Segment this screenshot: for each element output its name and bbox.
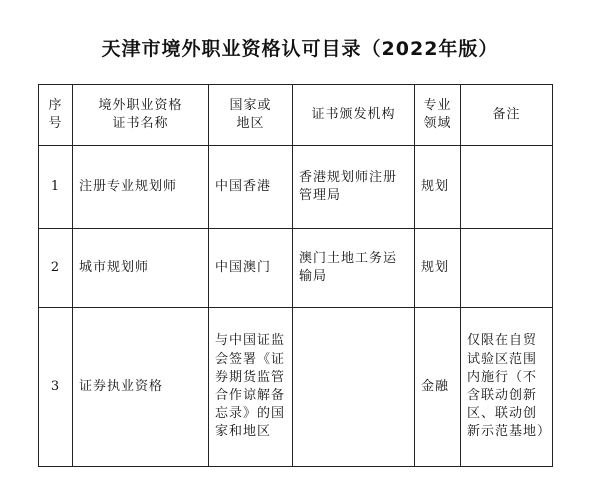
cell-no: 2 — [39, 229, 73, 308]
cell-region: 中国香港 — [209, 146, 293, 229]
page-title: 天津市境外职业资格认可目录（2022年版） — [101, 38, 499, 60]
cell-remarks — [461, 229, 553, 308]
cell-field: 金融 — [415, 308, 461, 467]
cell-issuer — [293, 308, 415, 467]
header-region — [209, 85, 293, 146]
header-remarks: 备注 — [461, 85, 553, 146]
cell-remarks — [461, 146, 553, 229]
catalog-table — [38, 84, 553, 467]
table-row — [39, 308, 553, 467]
cell-remarks: 仅限在自贸试验区范围内施行（不含联动创新区、联动创新示范基地） — [461, 308, 553, 467]
cell-certificate: 注册专业规划师 — [73, 146, 209, 229]
table-row — [39, 146, 553, 229]
cell-certificate: 证券执业资格 — [73, 308, 209, 467]
cell-region: 中国澳门 — [209, 229, 293, 308]
header-certificate-line-2: 证书名称 — [112, 116, 169, 131]
cell-no: 1 — [39, 146, 73, 229]
cell-no: 3 — [39, 308, 73, 467]
header-no-line-2: 号 — [48, 116, 63, 131]
header-field-line-1: 专业 — [423, 97, 452, 113]
header-no — [39, 85, 73, 146]
table-row — [39, 229, 553, 308]
cell-issuer: 澳门土地工务运输局 — [293, 229, 415, 308]
header-no-line-1: 序 — [48, 97, 63, 113]
header-region-line-1: 国家或 — [229, 97, 272, 113]
cell-region: 与中国证监会签署《证券期货监管合作谅解备忘录》的国家和地区 — [209, 308, 293, 467]
table-header-row — [39, 85, 553, 146]
header-certificate-line-1: 境外职业资格 — [98, 97, 183, 113]
header-field — [415, 85, 461, 146]
cell-field: 规划 — [415, 146, 461, 229]
header-certificate — [73, 85, 209, 146]
header-region-line-2: 地区 — [236, 116, 265, 131]
cell-certificate: 城市规划师 — [73, 229, 209, 308]
header-field-line-2: 领域 — [423, 116, 452, 131]
header-issuer: 证书颁发机构 — [293, 85, 415, 146]
cell-field: 规划 — [415, 229, 461, 308]
cell-issuer: 香港规划师注册管理局 — [293, 146, 415, 229]
